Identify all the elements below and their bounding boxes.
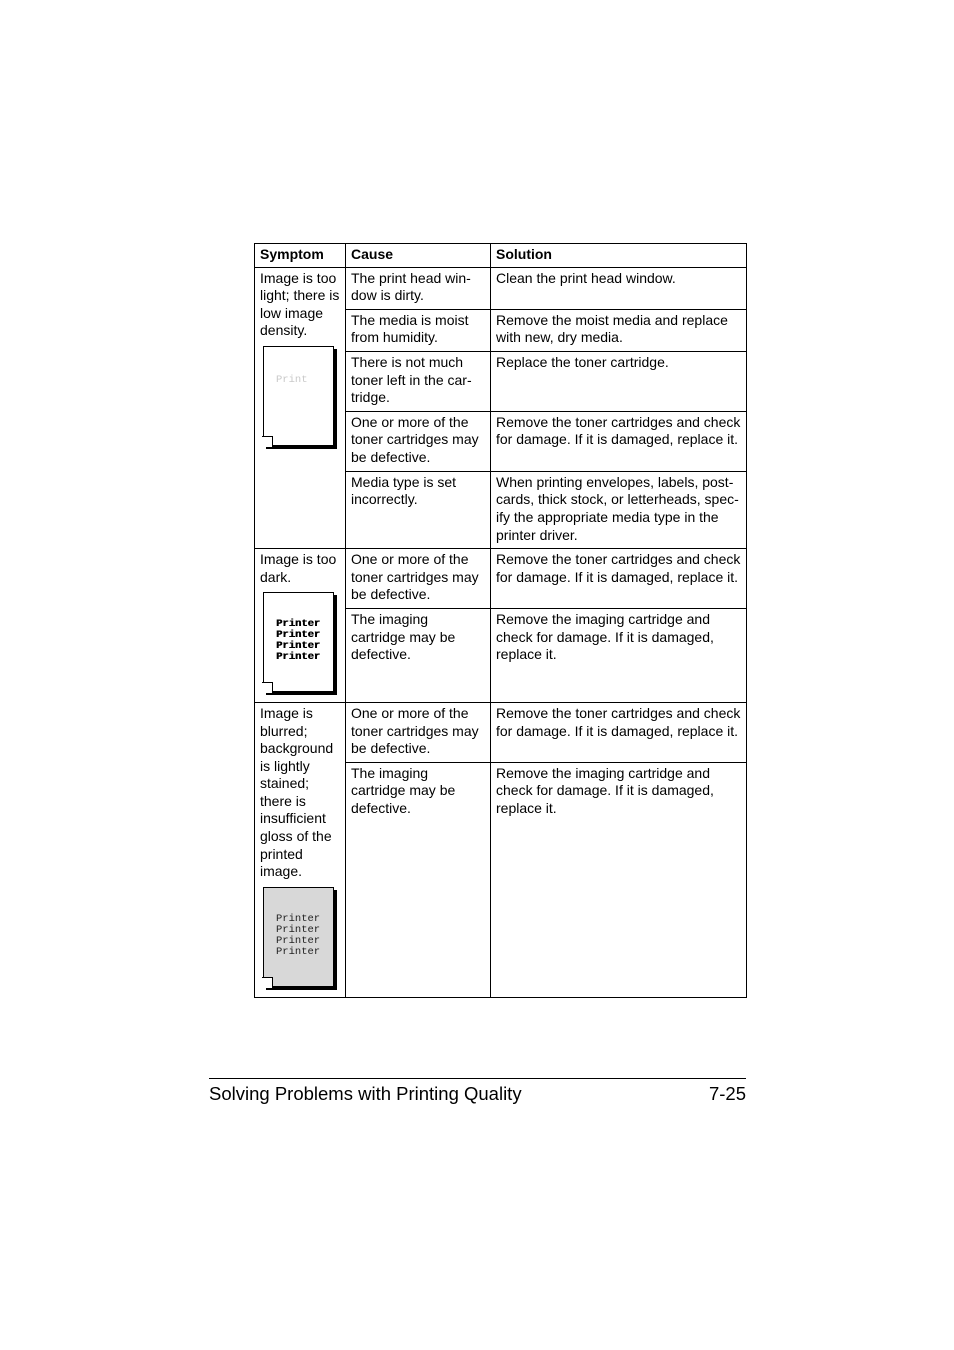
troubleshooting-table (254, 243, 747, 998)
solution-cell: Remove the imaging cartridge and check for damage. If it is damaged, replace it. (491, 762, 747, 997)
solution-cell: Remove the moist media and replace with new, dry media. (491, 309, 747, 351)
solution-cell: Replace the toner cartridge. (491, 351, 747, 411)
solution-cell: Remove the toner cartridges and check for damage. If it is damaged, replace it. (491, 549, 747, 609)
symptom-text: Image is too light; there is low image density. (260, 269, 340, 339)
table-row (255, 267, 747, 309)
solution-cell: Remove the imaging cartridge and check for damage. If it is damaged, replace it. (491, 608, 747, 702)
cause-cell: The media is moist from humidity. (346, 309, 491, 351)
page-fold-corner (262, 682, 273, 693)
sample-page (263, 346, 334, 446)
cause-cell: The imaging cartridge may be defective. (346, 608, 491, 702)
solution-cell: Clean the print head window. (491, 267, 747, 309)
cause-cell: One or more of the toner cartridges may be defective. (346, 549, 491, 609)
footer-divider (209, 1078, 746, 1079)
page-fold-corner (262, 436, 273, 447)
symptom-text: Image is too dark. (260, 551, 337, 585)
symptom-cell-blurred (255, 702, 346, 997)
header-cause: Cause (346, 244, 491, 268)
sample-text: Printer Printer Printer Printer (276, 618, 321, 664)
cause-cell: One or more of the toner cartridges may be defective. (346, 411, 491, 471)
page-fold-corner (262, 977, 273, 988)
symptom-cell-dark (255, 549, 346, 703)
cause-cell: Media type is set incorrectly. (346, 471, 491, 548)
sample-page (263, 592, 334, 692)
solution-cell: When printing envelopes, labels, post-cards, thick stock, or letterheads, spec-ify the appropriate media type in the printer driver. (491, 471, 747, 548)
sample-text: Printer Printer Printer Printer (276, 912, 321, 958)
symptom-cell-light (255, 267, 346, 549)
cause-cell: The print head win-dow is dirty. (346, 267, 491, 309)
header-solution: Solution (491, 244, 747, 268)
dark-print-sample-image (263, 592, 334, 692)
table-row (255, 702, 747, 762)
cause-cell: One or more of the toner cartridges may be defective. (346, 702, 491, 762)
solution-cell: Remove the toner cartridges and check for damage. If it is damaged, replace it. (491, 702, 747, 762)
symptom-text: Image is blurred; background is lightly stained; there is insufficient gloss of the printed image. (260, 704, 334, 880)
table-row (255, 549, 747, 609)
sample-text: Print (276, 373, 308, 386)
header-symptom: Symptom (255, 244, 346, 268)
sample-page (263, 887, 334, 987)
cause-cell: There is not much toner left in the car-tridge. (346, 351, 491, 411)
blurred-print-sample-image (263, 887, 334, 987)
cause-cell: The imaging cartridge may be defective. (346, 762, 491, 997)
solution-cell: Remove the toner cartridges and check for damage. If it is damaged, replace it. (491, 411, 747, 471)
light-print-sample-image (263, 346, 334, 446)
table-header-row (255, 244, 747, 268)
footer-section-title: Solving Problems with Printing Quality (209, 1083, 522, 1104)
footer-page-number: 7-25 (708, 1083, 746, 1104)
